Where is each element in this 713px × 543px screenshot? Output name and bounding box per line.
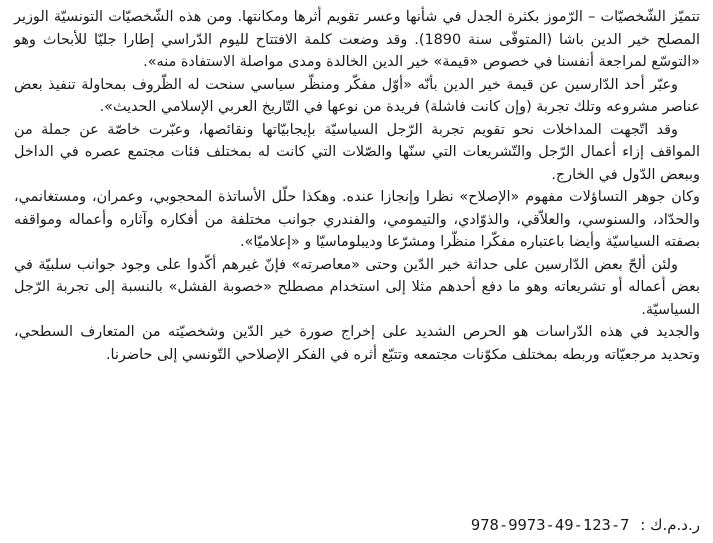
isbn-label: ر.د.م.ك : [640, 516, 700, 534]
paragraph-reform-concept: وكان جوهر التساؤلات مفهوم «الإصلاح» نظرا وإنجازا عنده. وهكذا حلّل الأساتذة المحجوبي، وعمران، ومستغانمي، والحدّاد، والسنوسي، والعلاّقي، والذوّادي، والتيمومي، والفندري جوانب مختلفة من أفكاره وآثاره وأعماله ومواقفه بصفته السياسيّة وأيضا باعتباره مفكّرا منظّرا ومشرّعا وديبلوماسيّا و «إعلاميّا». [14, 189, 700, 250]
document-body [14, 6, 700, 366]
isbn-number: 978-9973-49-123-7 [470, 516, 630, 534]
isbn-line [14, 514, 700, 536]
paragraph-conclusion: والجديد في هذه الدّراسات هو الحرص الشديد على إخراج صورة خير الدّين وشخصيّته من المتعارف السطحي، وتحديد مرجعيّاته وربطه بمختلف مكوّنات مجتمعه وتتبّع أثره في الفكر الإصلاحي التّونسي إلى حاضرنا. [14, 324, 700, 363]
paragraph-intro: تتميّز الشّخصيّات – الرّموز بكثرة الجدل في شأنها وعسر تقويم أثرها ومكانتها. ومن هذه الشّخصيّات التونسيّة الوزير المصلح خير الدين باشا (المتوفّى سنة 1890). وقد وضعت كلمة الافتتاح لليوم الدّراسي إطارا جليّا للأبحاث وهو «التوسّع لمراجعة أنفسنا في خصوص «قيمة» خير الدين الخالدة ومدى مواصلة الاستفادة منه». [14, 9, 701, 70]
paragraph-interventions: وقد اتّجهت المداخلات نحو تقويم تجربة الرّجل السياسيّة بإيجابيّاتها ونقائصها، وعبّرت خاصّة عن جملة من المواقف إزاء أعمال الرّجل والتّشريعات التي سنّها والصّلات التي كانت له بمختلف فئات مجتمع عصره في الداخل وببعض الدّول في الخارج. [14, 121, 700, 183]
paragraph-modernity-debate: ولئن ألحّ بعض الدّارسين على حداثة خير الدّين وحتى «معاصرته» فإنّ غيرهم أكّدوا على وجود جوانب سلبيّة في بعض أعماله أو تشريعاته وهو ما دفع أحدهم مثلا إلى استخدام مصطلح «خصوبة الفشل» بالنسبة إلى تجربة الرّجل السياسيّة. [14, 256, 700, 318]
paragraph-scholar-quote: وعبّر أحد الدّارسين عن قيمة خير الدين بأنّه «أوّل مفكّر ومنظّر سياسي سنحت له الظّروف بمحاولة تنفيذ بعض عناصر مشروعه وتلك تجربة (وإن كانت فاشلة) فريدة من نوعها في التّاريخ العربي الإسلامي الحديث». [14, 76, 700, 115]
